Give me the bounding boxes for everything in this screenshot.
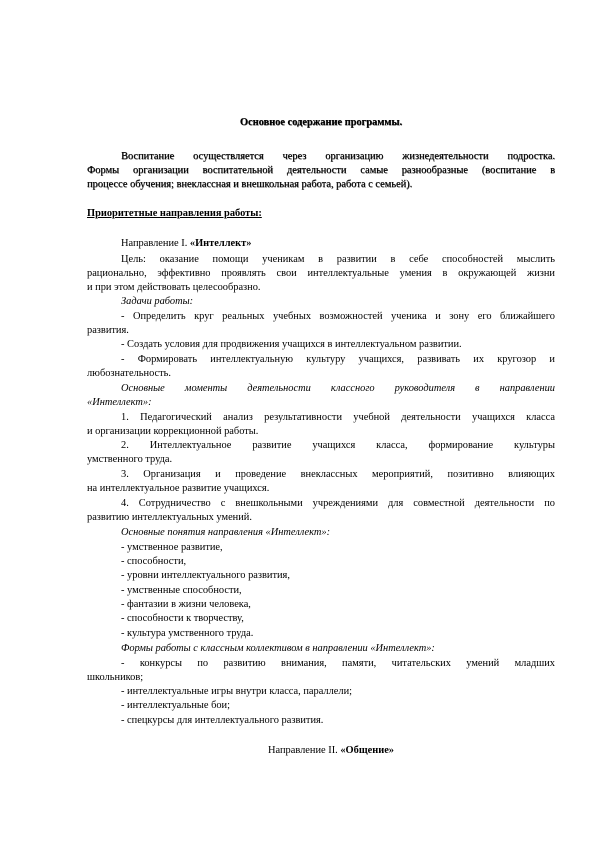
- task-line-1: - Определить круг реальных учебных возможностей ученика и зону его ближайшего: [121, 311, 555, 322]
- direction1-prefix: Направление I.: [121, 238, 190, 249]
- form-line-3: - интеллектуальные игры внутри класса, параллели;: [121, 686, 353, 697]
- moment-line-6: на интеллектуальное развитие учащихся.: [87, 483, 270, 494]
- direction1-heading: [121, 237, 555, 250]
- tasks-heading: Задачи работы:: [121, 296, 194, 307]
- intro-line-3: процессе обучения; внеклассная и внешкольная работа, работа с семьей).: [87, 179, 413, 190]
- concept-item-4: - умственные способности,: [121, 585, 242, 596]
- direction2-prefix: Направление II.: [268, 745, 341, 756]
- concept-item-7: - культура умственного труда.: [121, 628, 254, 639]
- priority-heading: Приоритетные направления работы:: [87, 208, 262, 219]
- task-line-5: любознательность.: [87, 368, 172, 379]
- moment-line-1: 1. Педагогический анализ результативности учебной деятельности учащихся класса: [121, 412, 555, 423]
- intro-line-2: Формы организации воспитательной деятельности самые разнообразные (воспитание в: [87, 165, 555, 176]
- moments-heading-line-1: Основные моменты деятельности классного руководителя в направлении: [121, 383, 555, 394]
- concept-item-1: - умственное развитие,: [121, 542, 223, 553]
- moment-line-8: развитию интеллектуальных умений.: [87, 512, 252, 523]
- moment-line-3: 2. Интеллектуальное развитие учащихся класса, формирование культуры: [121, 440, 555, 451]
- moment-line-7: 4. Сотрудничество с внешкольными учреждениями для совместной деятельности по: [121, 498, 555, 509]
- form-line-1: - конкурсы по развитию внимания, памяти, читательских умений младших: [121, 658, 555, 669]
- goal-line-1: Цель: оказание помощи ученикам в развитии в себе способностей мыслить: [121, 254, 555, 265]
- concept-item-3: - уровни интеллектуального развития,: [121, 570, 290, 581]
- direction2-heading: [268, 744, 468, 757]
- concepts-heading: Основные понятия направления «Интеллект»:: [121, 527, 331, 538]
- direction1-name: «Интеллект»: [189, 238, 252, 249]
- moment-line-4: умственного труда.: [87, 454, 173, 465]
- form-line-5: - спецкурсы для интеллектуального развития.: [121, 715, 324, 726]
- task-line-2: развития.: [87, 325, 129, 336]
- goal-line-3: и при этом действовать целесообразно.: [87, 282, 261, 293]
- moments-heading-line-2: «Интеллект»:: [87, 397, 152, 408]
- concept-item-2: - способности,: [121, 556, 187, 567]
- document-title: Основное содержание программы.: [239, 117, 403, 128]
- task-line-4: - Формировать интеллектуальную культуру учащихся, развивать их кругозор и: [121, 354, 555, 365]
- concept-item-6: - способности к творчеству,: [121, 613, 244, 624]
- intro-line-1: Воспитание осуществляется через организацию жизнедеятельности подростка.: [121, 151, 555, 162]
- form-line-2: школьников;: [87, 672, 144, 683]
- concept-item-5: - фантазии в жизни человека,: [121, 599, 251, 610]
- moment-line-5: 3. Организация и проведение внеклассных мероприятий, позитивно влияющих: [121, 469, 555, 480]
- forms-heading: Формы работы с классным коллективом в направлении «Интеллект»:: [121, 643, 435, 654]
- form-line-4: - интеллектуальные бои;: [121, 700, 230, 711]
- direction2-name: «Общение»: [340, 745, 394, 756]
- moment-line-2: и организации коррекционной работы.: [87, 426, 259, 437]
- task-line-3: - Создать условия для продвижения учащихся в интеллектуальном развитии.: [121, 339, 462, 350]
- goal-line-2: рационально, эффективно проявлять свои интеллектуальные умения в окружающей жизни: [87, 268, 555, 279]
